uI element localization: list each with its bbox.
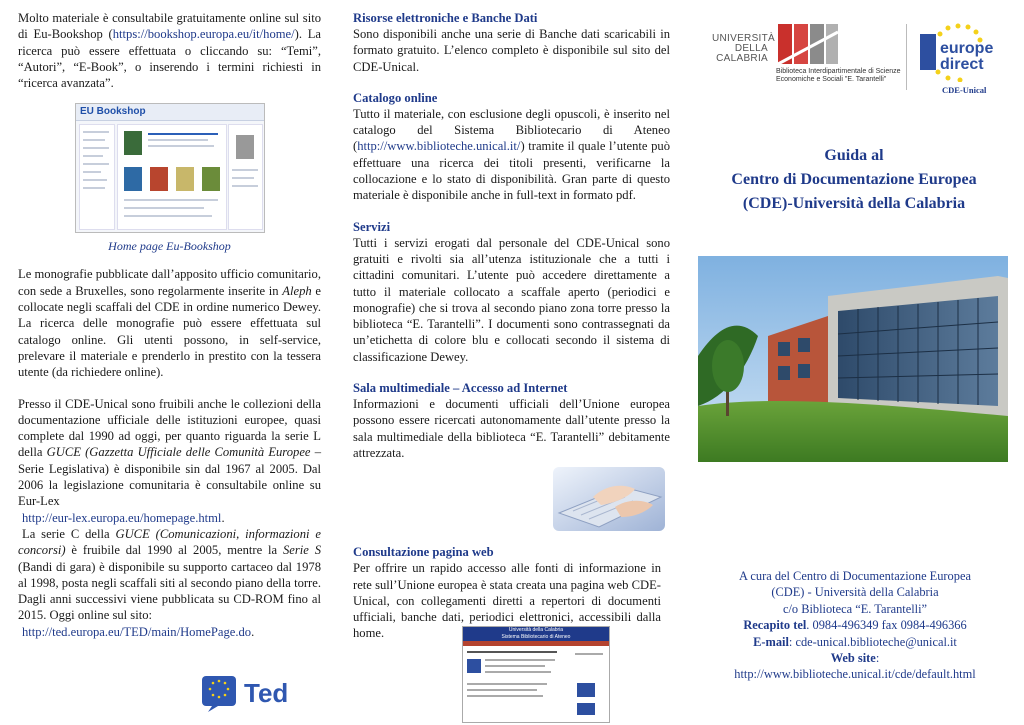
website-link[interactable]: http://www.biblioteche.unical.it/cde/default.html	[734, 667, 976, 682]
web-header-line: Sistema Bibliotecario di Ateneo	[501, 634, 571, 640]
bookshop-link[interactable]: https://bookshop.europa.eu/it/home/	[112, 27, 295, 42]
ted-logo-text: Ted	[244, 678, 289, 708]
section-title: Servizi	[353, 219, 391, 234]
text: Tutto il materiale, con esclusione degli opuscoli, è inserito nel catalogo del Sistema Bibliotecario di Ateneo (	[353, 106, 670, 154]
eurlex-link[interactable]: http://eur-lex.europa.eu/homepage.html	[22, 510, 222, 525]
credit-line: c/o Biblioteca “E. Tarantelli”	[782, 601, 928, 616]
phone-label: Recapito tel	[743, 618, 807, 633]
phone-value: . 0984-496349 fax 0984-496366	[806, 618, 967, 633]
section-multimedia	[353, 380, 670, 461]
text: – Serie Legislativa) è disponibile sin dal 1967 al 2005. Dal 2006 la legislazione comunitaria è consultabile online su Eur-Lex	[18, 445, 321, 509]
section-text: Tutti i servizi erogati dal personale del CDE-Unical sono gratuiti e rivolti sia all’utenza istituzionale che a tutti i cittadini comunitari. L’utente può accedere direttamente a tutto il materiale collocato a scaffale aperto (periodici e monografie) che si trova al secondo piano zona torre presso la biblioteca “E. Tarantelli”. I documenti sono contrassegnati da un’etichetta di colore blu e collocati secondo il sistema di classificazione Dewey.	[353, 235, 670, 364]
europe-direct-word: europe	[940, 40, 994, 57]
section-text	[353, 106, 670, 204]
eu-bookshop-screenshot	[75, 103, 265, 233]
text: La serie C della	[22, 526, 116, 541]
unical-name-line: UNIVERSITÀ	[712, 33, 776, 44]
aleph-italic: Aleph	[282, 283, 312, 298]
credit-line: (CDE) - Università della Calabria	[771, 585, 939, 600]
credit-line: A cura del Centro di Documentazione Europea	[739, 569, 971, 583]
guce-c-italic: GUCE (Comunicazioni, informazioni e concorsi)	[18, 526, 321, 558]
eurlex-line: http://eur-lex.europa.eu/homepage.html.	[22, 510, 225, 525]
cde-webpage-screenshot	[462, 626, 610, 723]
guide-title-line: Guida al	[824, 147, 884, 164]
section-title: Risorse elettroniche e Banche Dati	[353, 11, 538, 25]
text: è fruibile dal 1990 al 2005, mentre la	[65, 543, 283, 558]
section-text: Per offrire un rapido accesso alle fonti di informazione in rete sull’Unione europea è stata creata una pagina web CDE-Unical, con collegamenti diretti a repertori di documenti ufficiali, banche dati, periodici elettronici, accessibili dalla home.	[353, 561, 661, 641]
section-text: Informazioni e documenti ufficiali dell’Unione europea possono essere ricercati autonomamente dall’utente presso la sala multimediale della biblioteca “E. Tarantelli” debitamente attrezzata.	[353, 397, 670, 460]
guide-title-line: Centro di Documentazione Europea	[731, 171, 977, 188]
monographs-paragraph	[18, 266, 321, 380]
text: Le monografie pubblicate dall’apposito ufficio comunitario, con sede a Bruxelles, sono regolarmente inserite in	[18, 267, 321, 298]
text: e collocate negli scaffali del CDE in ordine numerico Dewey. La ricerca delle monografie può essere effettuata sul catalogo online. Gli utenti possono, in self-service, prelevare il materiale e prenderlo in prestito con la tessera utente (da richiedere online).	[18, 283, 321, 380]
text: (Bandi di gara) è disponibile su supporto cartaceo dal 1978 al 1998, posta negli scaffali siti al secondo piano della torre. Dagli anni successivi viene pubblicata su CD-ROM fino al 2015. Oggi online sul sito:	[18, 559, 321, 623]
screenshot-caption: Home page Eu-Bookshop	[108, 239, 231, 254]
text: ). La ricerca può essere effettuata o cliccando su: “Temi”, “Autori”, “E-Book”, o inserendo i termini richiesti in “ricerca avanzata”.	[18, 27, 321, 91]
ted-link[interactable]: http://ted.europa.eu/TED/main/HomePage.do	[22, 624, 252, 639]
guce-paragraph	[18, 396, 321, 510]
section-catalog	[353, 90, 670, 204]
text: Presso il CDE-Unical sono fruibili anche le collezioni della documentazione ufficiale delle istituzioni europee, quasi complete dal 1990 ad oggi, per quanto riguarda la serie L della	[18, 396, 321, 460]
email-value[interactable]: : cde-unical.biblioteche@unical.it	[788, 634, 957, 649]
guide-title	[696, 144, 1012, 216]
unical-name-line: DELLA CALABRIA	[716, 43, 768, 64]
middle-column	[341, 0, 682, 725]
serie-s-italic: Serie S	[282, 543, 321, 558]
website-label: Web site	[830, 651, 876, 666]
bookshop-paragraph	[18, 10, 321, 91]
catalog-link[interactable]: http://www.biblioteche.unical.it/	[357, 139, 521, 154]
section-services	[353, 219, 670, 365]
ted-line: http://ted.europa.eu/TED/main/HomePage.do.	[22, 624, 255, 639]
section-title: Sala multimediale – Accesso ad Internet	[353, 381, 568, 396]
section-electronic-resources	[353, 10, 670, 75]
guide-title-line: (CDE)-Università della Calabria	[742, 195, 966, 212]
unical-crest-icon	[778, 24, 838, 68]
europe-direct-logo	[918, 20, 1004, 96]
left-column	[0, 0, 341, 725]
guce-italic: GUCE (Gazzetta Ufficiale delle Comunità Europee	[46, 445, 311, 460]
section-text: Sono disponibili anche una serie di Banche dati scaricabili in formato gratuito. L’elenco completo è disponibile sul sito del CDE-Unical.	[353, 27, 670, 74]
email-label: E-mail	[753, 634, 789, 649]
credits-block	[700, 568, 1010, 683]
building-photo	[698, 256, 1008, 462]
bookshop-logo: EU Bookshop	[80, 106, 146, 118]
section-title: Consultazione pagina web	[353, 545, 494, 560]
email-line	[700, 634, 1010, 650]
logo-divider	[906, 24, 907, 90]
text: ) tramite il quale l’utente può effettuare una ricerca dei titoli presenti, verificarne la collocazione e lo stato di disponibilità. Gran parte di questo materiale è disponibile anche in full-text in formato pdf.	[353, 139, 670, 203]
cde-unical-label: CDE-Unical	[942, 85, 987, 95]
web-header-line: Università della Calabria	[508, 627, 564, 633]
unical-subtitle: Biblioteca Interdipartimentale di Scienze Economiche e Sociali "E. Tarantelli"	[776, 68, 901, 83]
series-c-paragraph	[18, 526, 321, 624]
logos-header	[696, 10, 1012, 94]
europe-direct-word: direct	[940, 56, 984, 73]
unical-name	[712, 33, 776, 64]
phone-line	[700, 617, 1010, 633]
ted-logo	[200, 672, 300, 712]
section-title: Catalogo online	[353, 90, 438, 105]
unical-logo	[696, 24, 901, 84]
website-label-line: Web site:	[830, 651, 880, 666]
text: Molto materiale è consultabile gratuitamente online sul sito di Eu-Bookshop (	[18, 11, 321, 42]
keyboard-hands-image	[553, 467, 665, 531]
